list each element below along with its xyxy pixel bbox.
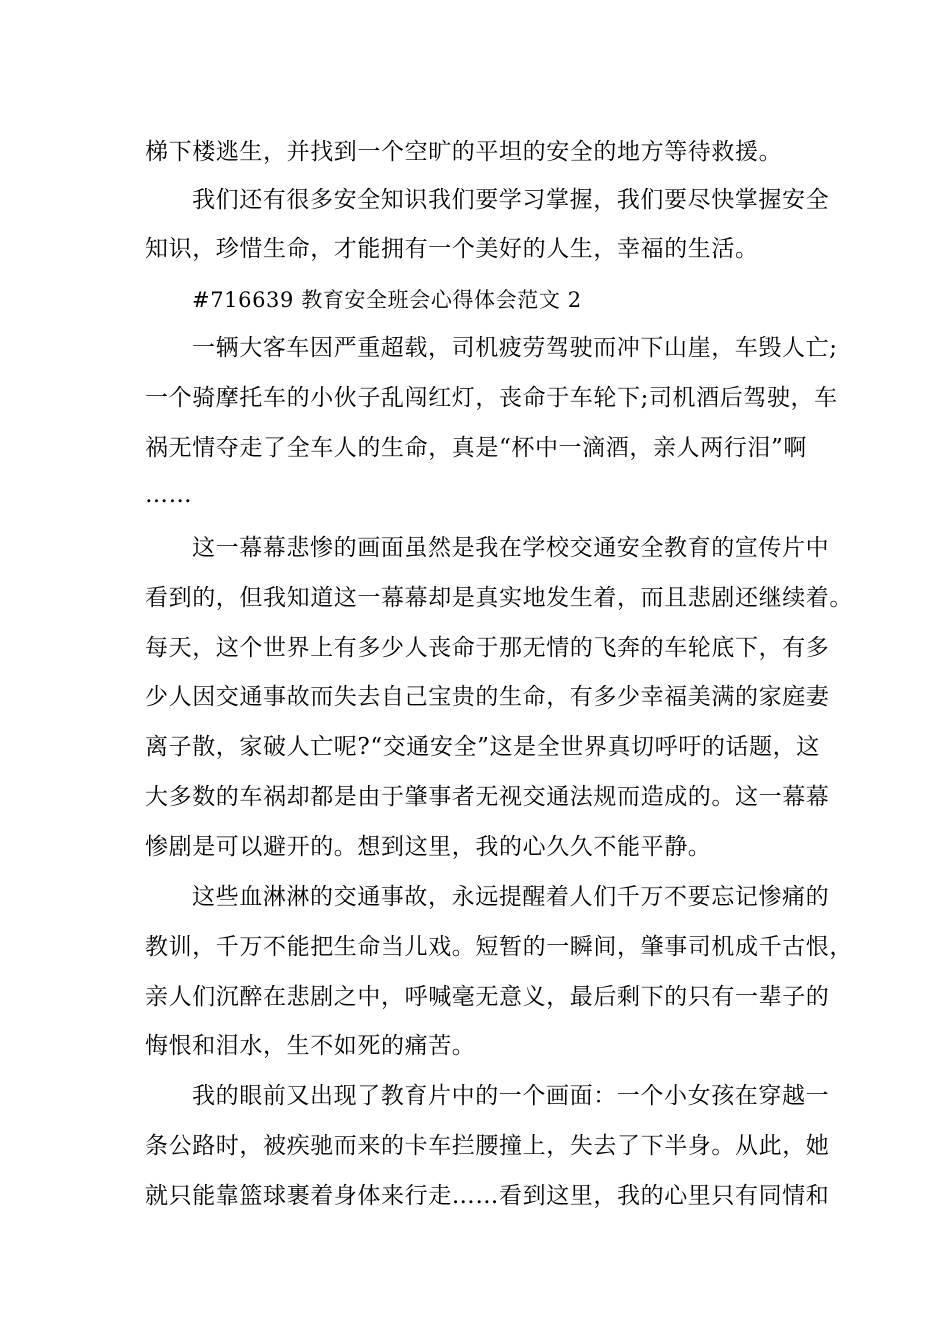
text-line: 祸无情夺走了全车人的生命，真是“杯中一滴酒，亲人两行泪”啊 bbox=[145, 435, 807, 461]
paragraph-first-line: 这一幕幕悲惨的画面虽然是我在学校交通安全教育的宣传片中 bbox=[192, 535, 830, 561]
text-line: 少人因交通事故而失去自己宝贵的生命，有多少幸福美满的家庭妻 bbox=[145, 684, 830, 710]
text-line: 亲人们沉醉在悲剧之中，呼喊毫无意义，最后剩下的只有一辈子的 bbox=[145, 984, 830, 1010]
text-line: 离子散，家破人亡呢?“交通安全”这是全世界真切呼吁的话题，这 bbox=[145, 734, 820, 760]
paragraph-first-line: 这些血淋淋的交通事故，永远提醒着人们千万不要忘记惨痛的 bbox=[192, 884, 830, 910]
text-line: 梯下楼逃生，并找到一个空旷的平坦的安全的地方等待救援。 bbox=[145, 139, 783, 165]
paragraph-first-line: 我们还有很多安全知识我们要学习掌握，我们要尽快掌握安全 bbox=[192, 187, 830, 213]
text-line: 悔恨和泪水，生不如死的痛苦。 bbox=[145, 1033, 476, 1059]
text-line: 教训，千万不能把生命当儿戏。短暂的一瞬间，肇事司机成千古恨， bbox=[145, 934, 853, 960]
text-line: 就只能靠篮球裹着身体来行走……看到这里，我的心里只有同情和 bbox=[145, 1183, 830, 1209]
text-line: 条公路时，被疾驰而来的卡车拦腰撞上，失去了下半身。从此，她 bbox=[145, 1133, 830, 1159]
section-heading: #716639 教育安全班会心得体会范文 2 bbox=[192, 288, 582, 312]
text-line: 大多数的车祸却都是由于肇事者无视交通法规而造成的。这一幕幕 bbox=[145, 784, 830, 810]
text-line: 每天，这个世界上有多少人丧命于那无情的飞奔的车轮底下，有多 bbox=[145, 635, 830, 661]
text-line: 惨剧是可以避开的。想到这里，我的心久久不能平静。 bbox=[145, 834, 712, 860]
paragraph-first-line: 一辆大客车因严重超载，司机疲劳驾驶而冲下山崖，车毁人亡; bbox=[192, 335, 838, 361]
text-line: …… bbox=[145, 482, 193, 508]
text-line: 看到的，但我知道这一幕幕却是真实地发生着，而且悲剧还继续着。 bbox=[145, 585, 853, 611]
text-line: 知识，珍惜生命，才能拥有一个美好的人生，幸福的生活。 bbox=[145, 236, 759, 262]
paragraph-first-line: 我的眼前又出现了教育片中的一个画面：一个小女孩在穿越一 bbox=[192, 1083, 830, 1109]
text-line: 一个骑摩托车的小伙子乱闯红灯，丧命于车轮下;司机酒后驾驶，车 bbox=[145, 385, 838, 411]
